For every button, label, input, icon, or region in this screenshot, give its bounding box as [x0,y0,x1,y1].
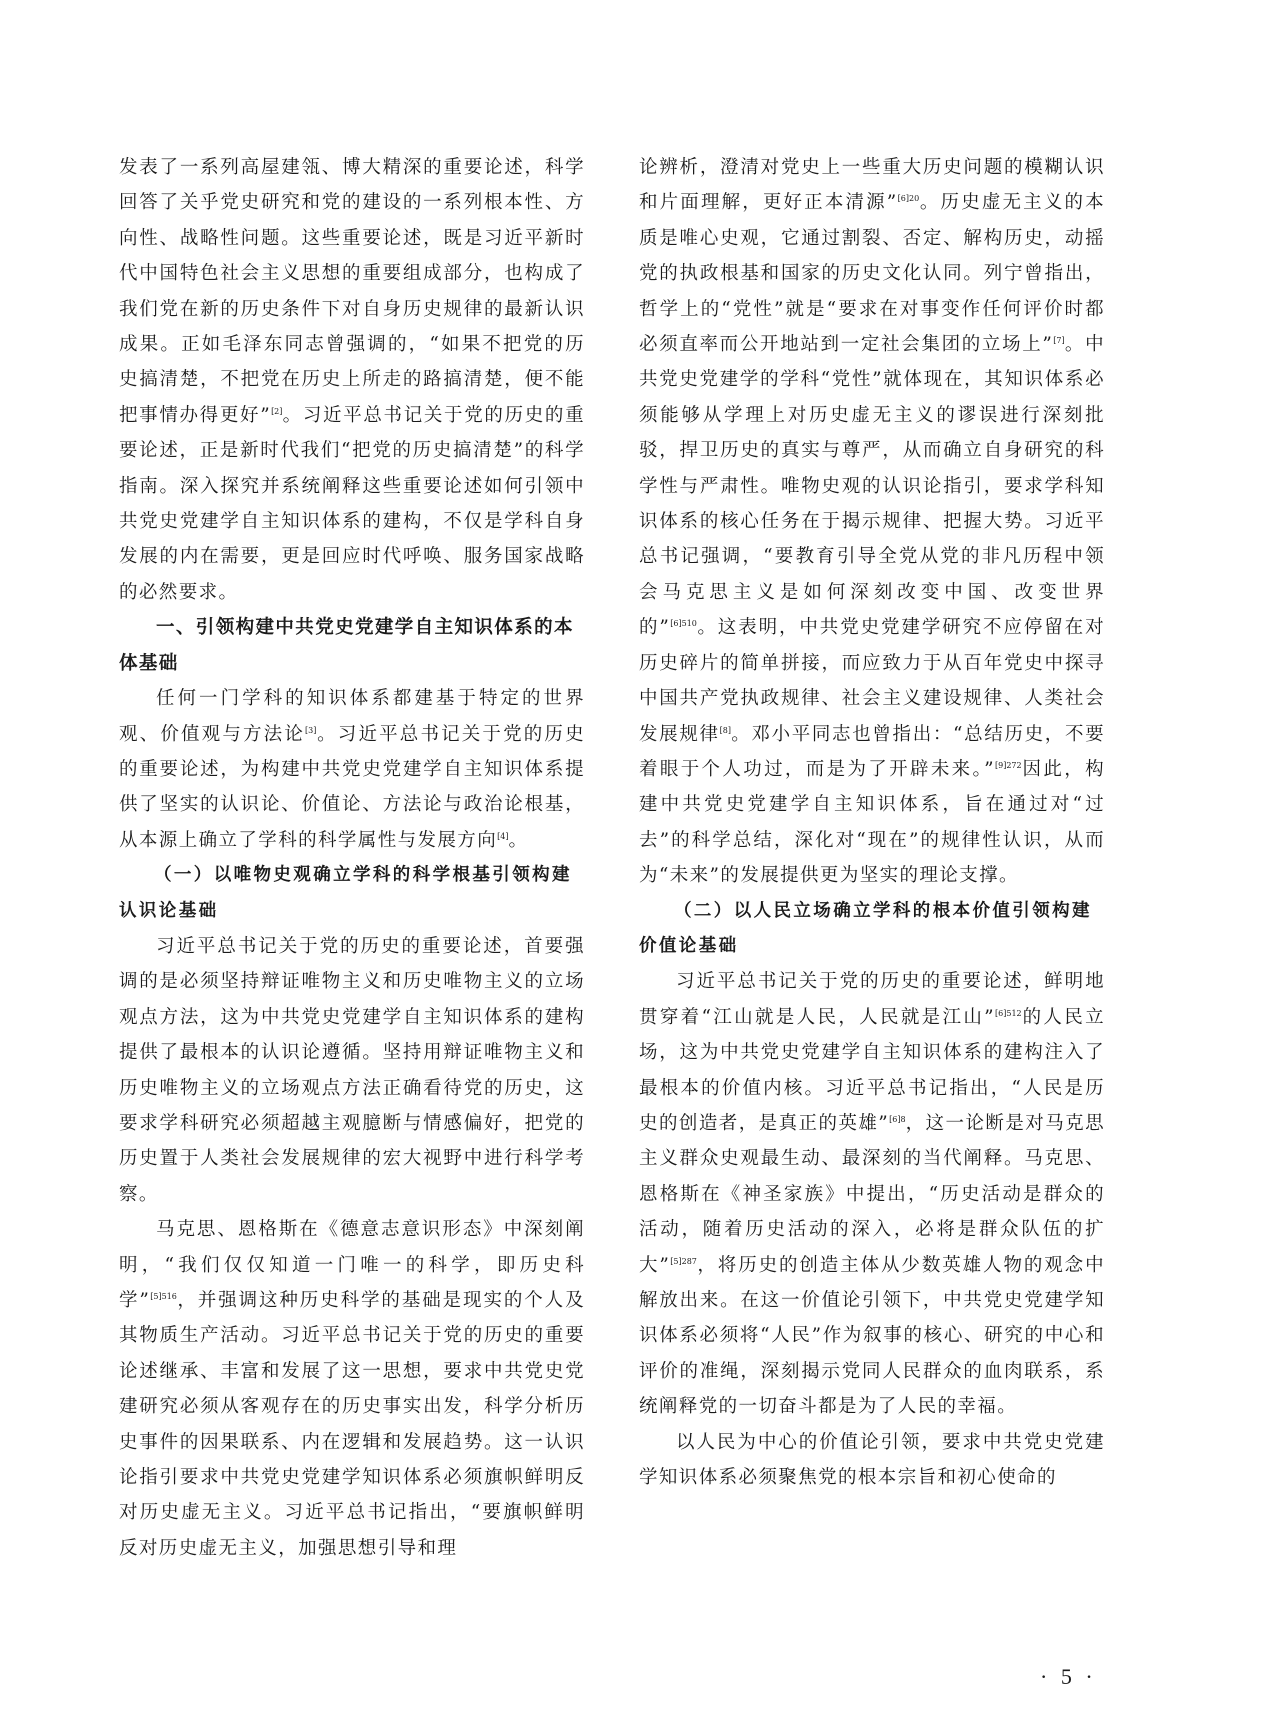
page-number: · 5 · [1040,1664,1097,1689]
citation: [5]287 [670,1256,697,1266]
citation: [3] [305,725,317,735]
text: ，这一论断是对马克思主义群众史观最生动、最深刻的当代阐释。马克思、恩格斯在《神圣家族》中提出，“历史活动是群众的活动，随着历史活动的深入，必将是群众队伍的扩大” [639,1112,1105,1276]
paragraph [639,150,1105,894]
text: 。 [508,829,529,851]
citation: [2] [271,406,283,416]
text: 的人民立场，这为中共党史党建学自主知识体系的建构注入了最根本的价值内核。习近平总书记指出，“人民是历史的创造者，是真正的英雄” [639,1006,1105,1134]
text: 任何一门学科的知识体系都建基于特定的世界观、价值观与方法论 [119,688,585,745]
text: 因此，构建中共党史党建学自主知识体系，旨在通过对“过去”的科学总结，深化对“现在”的规律性认识，从而为“未来”的发展提供更为坚实的理论支撑。 [639,758,1105,887]
paragraph [119,150,585,610]
text: ，并强调这种历史科学的基础是现实的个人及其物质生产活动。习近平总书记关于党的历史的重要论述继承、丰富和发展了这一思想，要求中共党史党建研究必须从客观存在的历史事实出发，科学分析历史事件的因果联系、内在逻辑和发展趋势。这一认识论指引要求中共党史党建学知识体系必须旗帜鲜明反对历史虚无主义。习近平总书记指出，“要旗帜鲜明反对历史虚无主义，加强思想引导和理 [119,1290,585,1559]
citation: [7] [1053,336,1065,346]
section-heading: 一、引领构建中共党史党建学自主知识体系的本体基础 [119,617,574,674]
citation: [5]516 [150,1292,177,1301]
paragraph: 习近平总书记关于党的历史的重要论述，首要强调的是必须坚持辩证唯物主义和历史唯物主义的立场观点方法，这为中共党史党建学自主知识体系的建构提供了最根本的认识论遵循。坚持用辩证唯物主义和历史唯物主义的立场观点方法正确看待党的历史，这要求学科研究必须超越主观臆断与情感偏好，把党的历史置于人类社会发展规律的宏大视野中进行科学考察。 [119,935,585,1205]
text: 习近平总书记关于党的历史的重要论述，鲜明地贯穿着“江山就是人民，人民就是江山” [639,971,1105,1028]
citation: [9]272 [995,760,1022,770]
text: ，将历史的创造主体从少数英雄人物的观念中解放出来。在这一价值论引领下，中共党史党建学知识体系必须将“人民”作为叙事的核心、研究的中心和评价的准绳，深刻揭示党同人民群众的血肉联系，系统阐释党的一切奋斗都是为了人民的幸福。 [639,1254,1105,1418]
text: 。习近平总书记关于党的历史的重要论述，为构建中共党史党建学自主知识体系提供了坚实的认识论、价值论、方法论与政治论根基，从本源上确立了学科的科学属性与发展方向 [119,723,585,851]
text: 。这表明，中共党史党建学研究不应停留在对历史碎片的简单拼接，而应致力于从百年党史中探寻中国共产党执政规律、社会主义建设规律、人类社会发展规律 [639,617,1105,745]
citation: [6]512 [995,1008,1022,1018]
subsection-heading: （一）以唯物史观确立学科的科学根基引领构建认识论基础 [119,865,572,921]
citation: [6]510 [670,619,697,629]
left-column [119,150,585,1566]
citation: [8] [719,725,731,735]
paragraph [639,964,1105,1424]
right-column [639,150,1105,1495]
text: 。历史虚无主义的本质是唯心史观，它通过割裂、否定、解构历史，动摇党的执政根基和国家的历史文化认同。列宁曾指出，哲学上的“党性”就是“要求在对事变作任何评价时都必须直率而公开地站到一定社会集团的立场上” [639,192,1105,356]
text: 发表了一系列高屋建瓴、博大精深的重要论述，科学回答了关乎党史研究和党的建设的一系列根本性、方向性、战略性问题。这些重要论述，既是习近平新时代中国特色社会主义思想的重要组成部分，也构成了我们党在新的历史条件下对自身历史规律的最新认识成果。正如毛泽东同志曾强调的，“如果不把党的历史搞清楚，不把党在历史上所走的路搞清楚，便不能把事情办得更好” [119,157,585,426]
text: 论辨析，澄清对党史上一些重大历史问题的模糊认识和片面理解，更好正本清源” [639,157,1105,214]
paragraph: 以人民为中心的价值论引领，要求中共党史党建学知识体系必须聚焦党的根本宗旨和初心使命的 [639,1431,1105,1489]
text: 。习近平总书记关于党的历史的重要论述，正是新时代我们“把党的历史搞清楚”的科学指南。深入探究并系统阐释这些重要论述如何引领中共党史党建学自主知识体系的建构，不仅是学科自身发展的内在需要，更是回应时代呼唤、服务国家战略的必然要求。 [119,404,585,603]
text: 。中共党史党建学的学科“党性”就体现在，其知识体系必须能够从学理上对历史虚无主义的谬误进行深刻批驳，捍卫历史的真实与尊严，从而确立自身研究的科学性与严肃性。唯物史观的认识论指引，要求学科知识体系的核心任务在于揭示规律、把握大势。习近平总书记强调，“要教育引导全党从党的非凡历程中领会马克思主义是如何深刻改变中国、改变世界的” [639,334,1105,639]
citation: [4] [497,831,509,841]
subsection-heading: （二）以人民立场确立学科的根本价值引领构建价值论基础 [639,900,1092,956]
text: 马克思、恩格斯在《德意志意识形态》中深刻阐明，“我们仅仅知道一门唯一的科学，即历史科学” [119,1219,585,1311]
citation: [6]8 [889,1114,906,1124]
paragraph [119,681,585,858]
paragraph [119,1212,585,1566]
text: 。邓小平同志也曾指出：“总结历史，不要着眼于个人功过，而是为了开辟未来。” [639,723,1106,780]
citation: [6]20 [897,194,920,204]
